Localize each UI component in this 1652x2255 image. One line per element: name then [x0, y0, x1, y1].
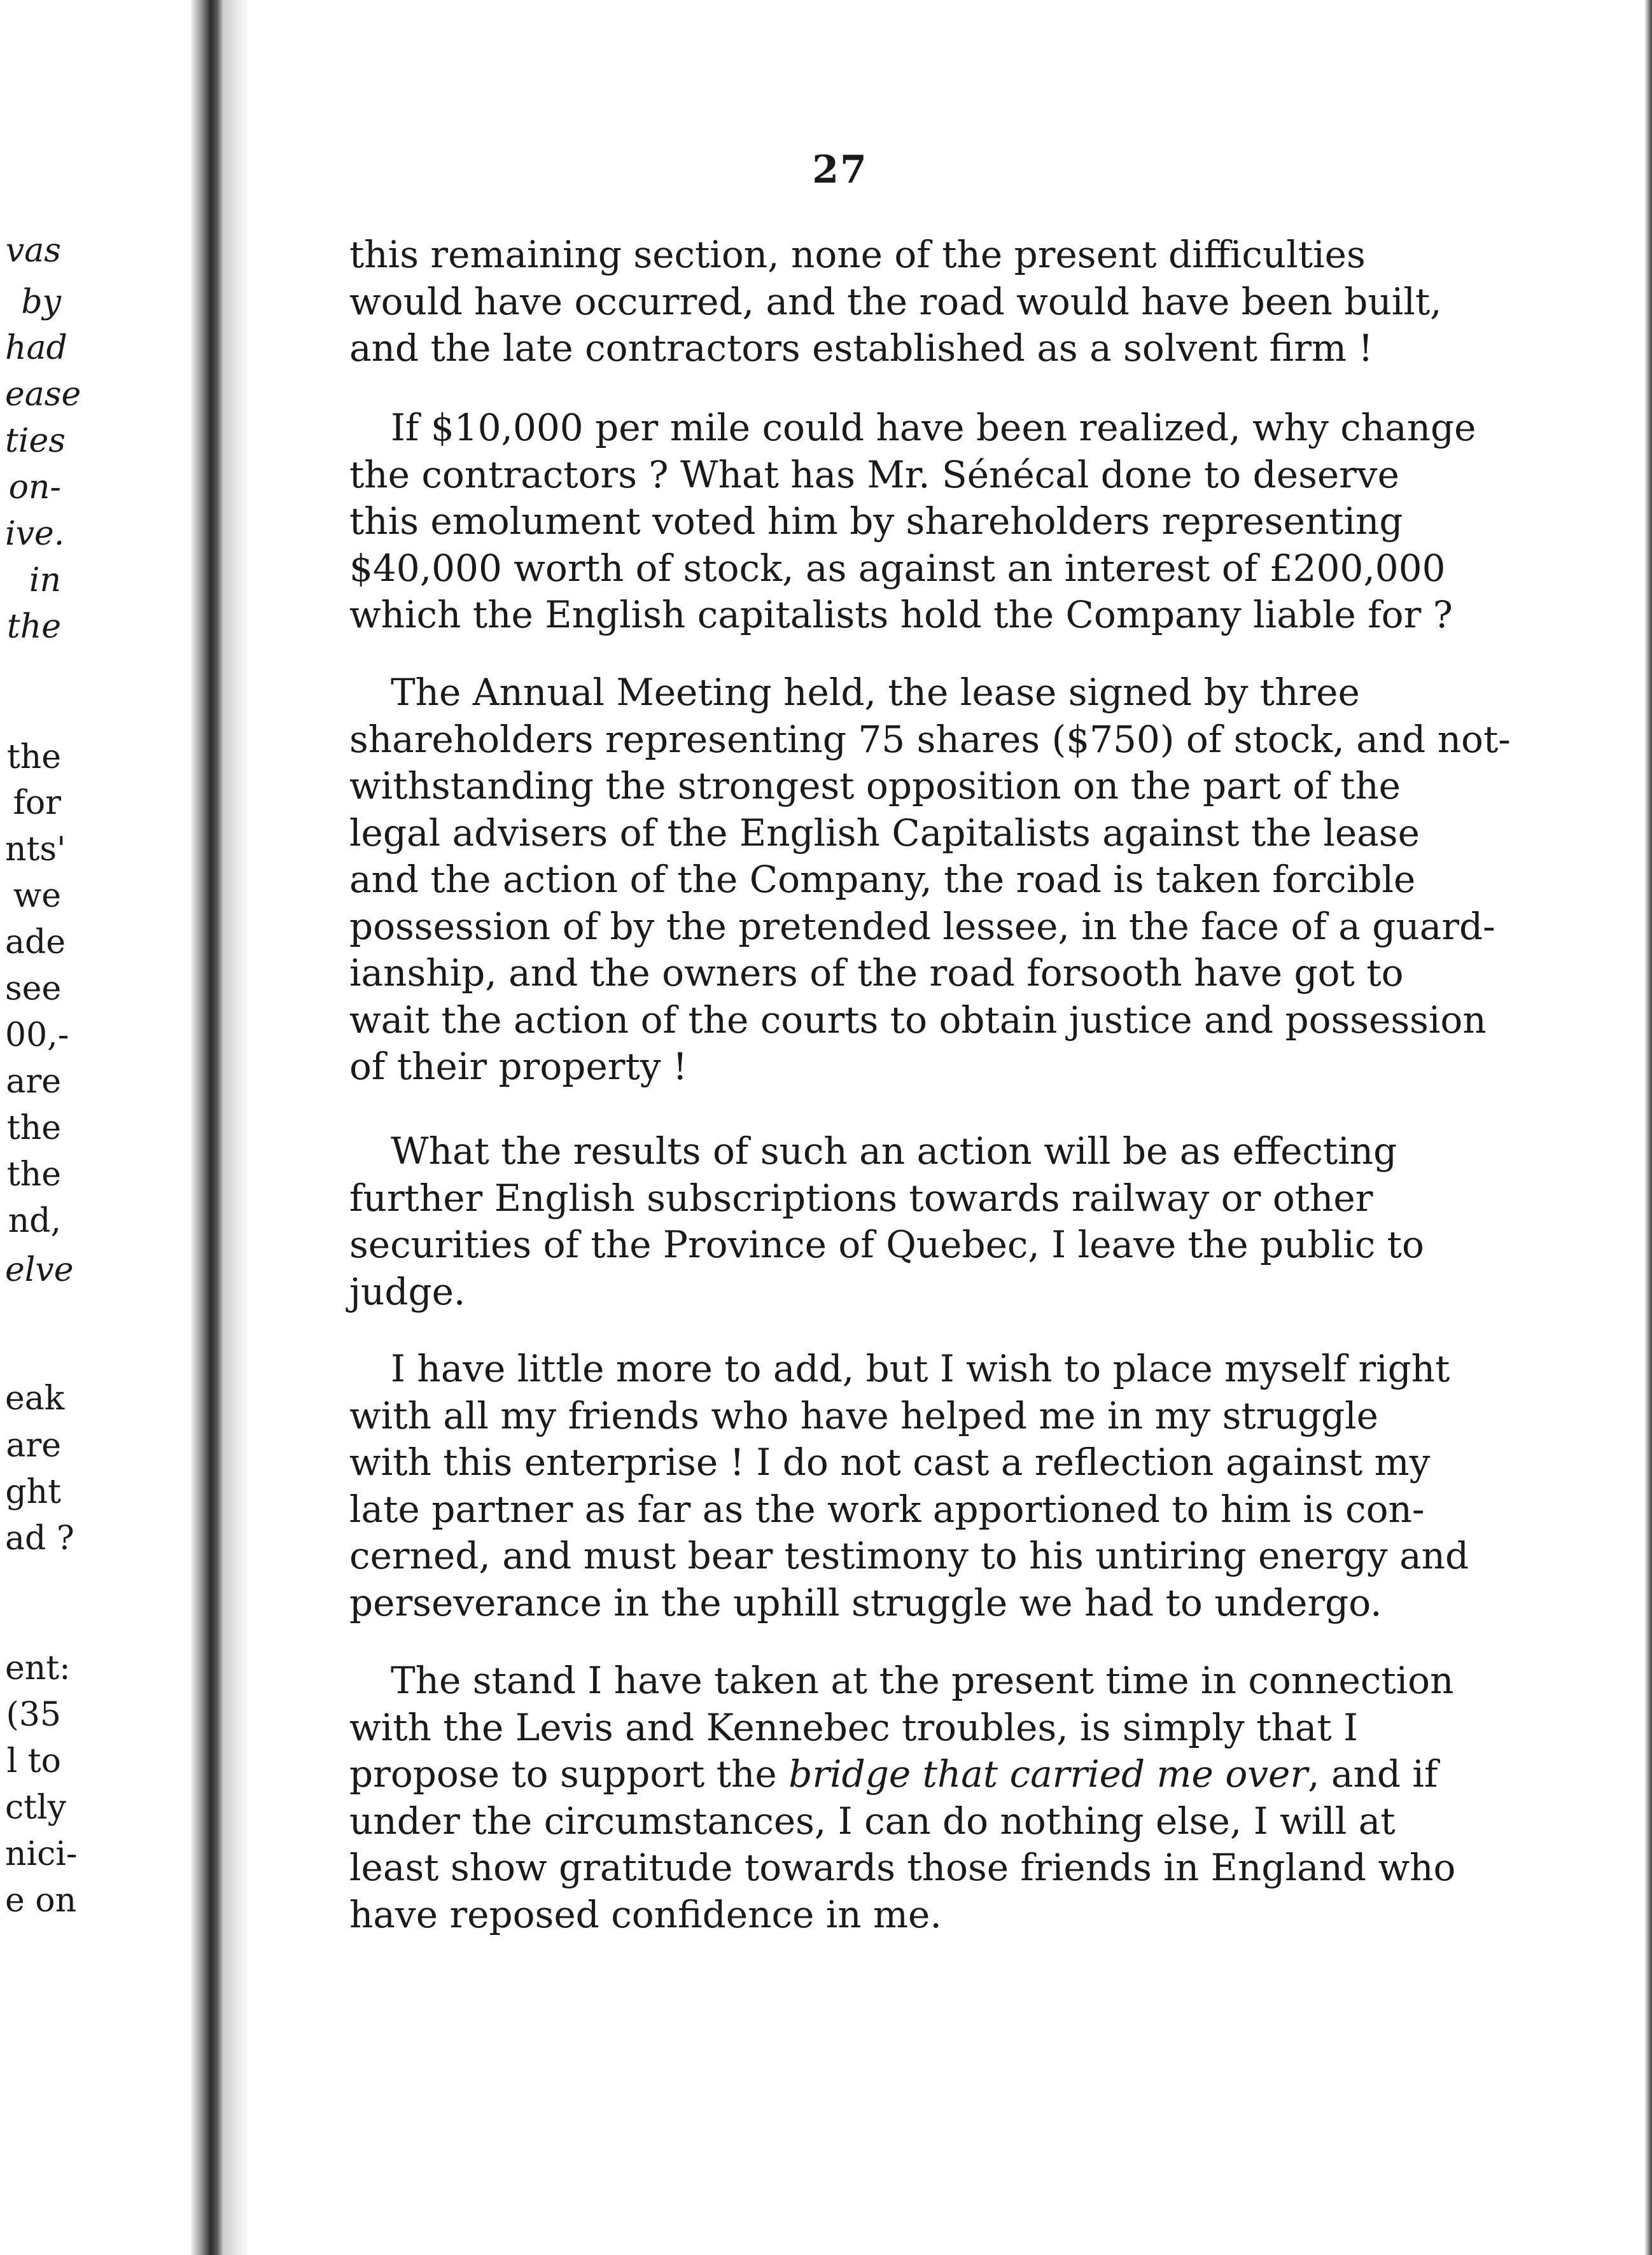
facing-page-fragment: we — [13, 877, 61, 915]
text-line: withstanding the strongest opposition on the part of the — [349, 764, 1401, 807]
facing-page-fragment: (35 — [6, 1696, 61, 1734]
text-line: The stand I have taken at the present time in connection — [391, 1659, 1454, 1702]
facing-page-fragment: the — [6, 608, 61, 646]
facing-page-fragment: ent: — [5, 1649, 71, 1687]
facing-page-fragment: nts' — [5, 830, 66, 869]
text-line: legal advisers of the English Capitalists against the lease — [349, 811, 1420, 855]
book-gutter-shadow — [191, 0, 224, 2255]
facing-page-fragment: ght — [5, 1473, 61, 1511]
facing-page-fragment: elve — [5, 1251, 74, 1289]
facing-page-fragment: nd, — [8, 1202, 61, 1240]
facing-page-fragment: l to — [6, 1742, 61, 1780]
text-line: wait the action of the courts to obtain justice and possession — [349, 998, 1487, 1042]
text-segment: , and if — [1308, 1752, 1438, 1796]
facing-page-fragment: in — [29, 561, 61, 599]
text-line: What the results of such an action will be as effecting — [391, 1129, 1397, 1173]
page-number: 27 — [812, 148, 868, 192]
text-line: and the late contractors established as a solvent firm ! — [349, 326, 1373, 370]
text-line: shareholders representing 75 shares ($750) of stock, and not- — [349, 717, 1511, 761]
facing-page-fragment: had — [5, 329, 67, 367]
text-line: securities of the Province of Quebec, I leave the public to — [349, 1223, 1424, 1266]
facing-page-fragment: the — [6, 738, 61, 776]
text-line: under the circumstances, I can do nothing else, I will at — [349, 1799, 1396, 1843]
text-line: judge. — [349, 1269, 466, 1313]
facing-page-fragment: ad ? — [5, 1519, 74, 1558]
text-line: I have little more to add, but I wish to place myself right — [391, 1347, 1450, 1390]
text-line: and the action of the Company, the road is taken forcible — [349, 858, 1416, 901]
facing-page-fragment: see — [5, 970, 62, 1008]
facing-page-fragment: ive. — [5, 515, 65, 553]
facing-page-edge — [0, 0, 194, 2255]
text-line: with the Levis and Kennebec troubles, is simply that I — [349, 1705, 1358, 1749]
facing-page-fragment: on- — [8, 468, 61, 506]
text-line: ianship, and the owners of the road forsooth have got to — [349, 951, 1404, 995]
facing-page-fragment: for — [13, 784, 61, 822]
text-line: with all my friends who have helped me in my struggle — [349, 1393, 1379, 1437]
facing-page-fragment: eak — [5, 1379, 65, 1418]
paragraph-4 — [349, 1128, 1424, 1315]
text-line: this remaining section, none of the present difficulties — [349, 233, 1366, 276]
text-line: least show gratitude towards those friends in England who — [349, 1846, 1456, 1889]
facing-page-fragment: ties — [5, 422, 66, 460]
facing-page-fragment: ease — [5, 375, 81, 414]
paragraph-1 — [349, 232, 1442, 372]
text-segment: propose to support the — [349, 1752, 777, 1796]
facing-page-fragment: the — [6, 1155, 61, 1194]
text-line: this emolument voted him by shareholders representing — [349, 499, 1403, 543]
text-line: $40,000 worth of stock, as against an interest of £200,000 — [349, 546, 1446, 590]
facing-page-fragment: the — [6, 1109, 61, 1147]
text-line: would have occurred, and the road would have been built, — [349, 279, 1442, 323]
text-line: perseverance in the uphill struggle we had to undergo. — [349, 1581, 1382, 1624]
facing-page-fragment: e on — [5, 1881, 77, 1920]
emphasis-phrase: bridge that carried me over — [788, 1752, 1308, 1796]
facing-page-fragment: ade — [5, 923, 66, 961]
text-line: the contractors ? What has Mr. Sénécal done to deserve — [349, 452, 1399, 496]
text-line: late partner as far as the work apportioned to him is con- — [349, 1487, 1425, 1531]
facing-page-fragment: vas — [5, 232, 61, 270]
page-edge-shadow — [1644, 0, 1652, 2255]
facing-page-fragment: nici- — [5, 1835, 78, 1873]
facing-page-fragment: ctly — [5, 1789, 67, 1827]
text-line: which the English capitalists hold the Company liable for ? — [349, 593, 1453, 636]
text-line: of their property ! — [349, 1045, 688, 1088]
text-line: have reposed confidence in me. — [349, 1892, 942, 1936]
text-line: further English subscriptions towards railway or other — [349, 1176, 1373, 1220]
book-gutter-fade — [224, 0, 249, 2255]
facing-page-fragment: are — [6, 1063, 61, 1101]
text-line: with this enterprise ! I do not cast a reflection against my — [349, 1441, 1431, 1484]
paragraph-3 — [349, 669, 1511, 1091]
text-line — [349, 1751, 1438, 1798]
paragraph-2 — [349, 405, 1476, 639]
paragraph-6 — [349, 1658, 1456, 1938]
facing-page-fragment: 00,- — [5, 1016, 69, 1054]
text-line: If $10,000 per mile could have been realized, why change — [391, 406, 1476, 449]
text-line: possession of by the pretended lessee, in the face of a guard- — [349, 904, 1495, 948]
facing-page-fragment: by — [21, 283, 61, 321]
text-line: cerned, and must bear testimony to his untiring energy and — [349, 1534, 1469, 1577]
facing-page-fragment: are — [6, 1427, 61, 1465]
text-line: The Annual Meeting held, the lease signed by three — [391, 671, 1360, 714]
paragraph-5 — [349, 1346, 1469, 1626]
